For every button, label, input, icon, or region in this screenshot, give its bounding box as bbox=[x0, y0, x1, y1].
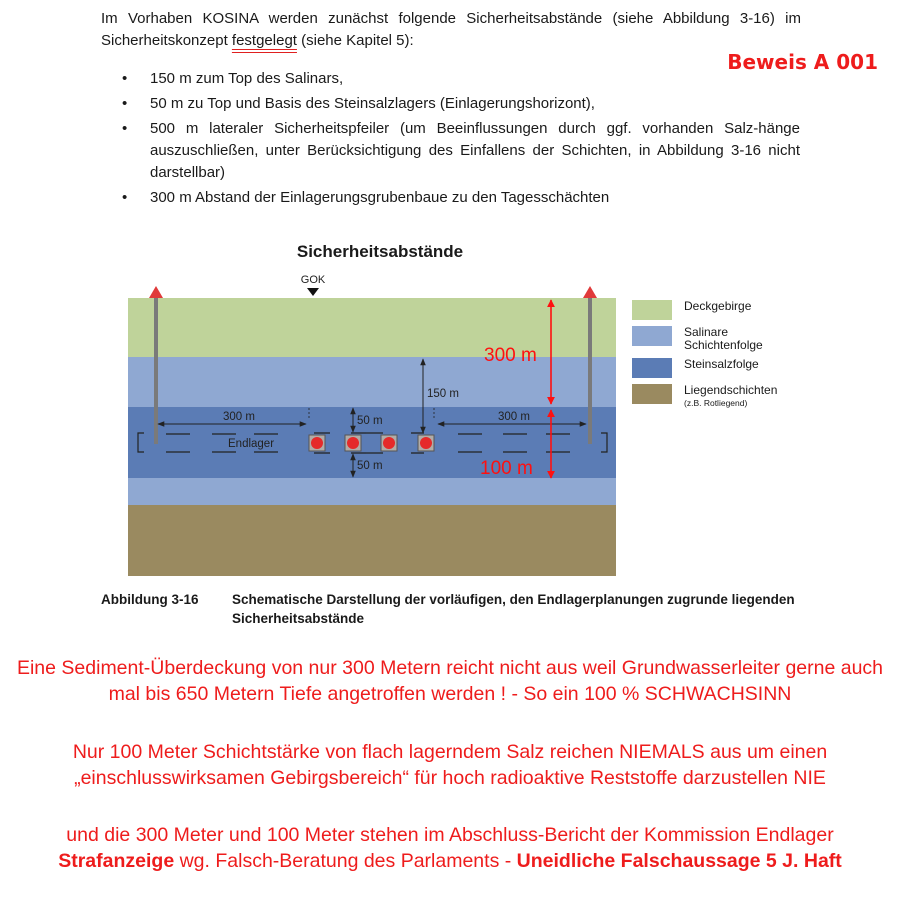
bullet-icon: • bbox=[122, 70, 128, 87]
comment-paragraph-1: Eine Sediment-Überdeckung von nur 300 Metern reicht nicht aus weil Grundwasserleiter gerne auch mal bis 650 Metern Tiefe angetroffen werden ! - So ein 100 % SCHWACHSINN bbox=[16, 657, 884, 705]
dist-150-label: 150 m bbox=[427, 388, 459, 400]
comment-paragraph-3 bbox=[0, 822, 900, 874]
legend-swatch bbox=[632, 326, 672, 346]
false-testimony-text: Uneidliche Falschaussage 5 J. Haft bbox=[516, 850, 842, 872]
legend-item bbox=[632, 358, 777, 378]
bullet-icon: • bbox=[122, 120, 128, 137]
criminal-complaint-text: Strafanzeige bbox=[58, 850, 175, 872]
canister bbox=[418, 435, 434, 451]
legend-label: Salinare Schichtenfolge bbox=[684, 325, 763, 352]
figure-title: Sicherheitsabstände bbox=[296, 242, 464, 261]
bullet-icon: • bbox=[122, 189, 128, 206]
canister bbox=[309, 435, 325, 451]
list-item bbox=[120, 187, 800, 209]
figure-caption bbox=[101, 590, 812, 628]
red-100-label: 100 m bbox=[480, 458, 533, 479]
layer-liegend bbox=[128, 505, 616, 576]
legend-swatch bbox=[632, 300, 672, 320]
comment-line bbox=[0, 848, 900, 874]
legend-label: Liegendschichten bbox=[684, 383, 778, 397]
legend-swatch bbox=[632, 358, 672, 378]
list-item-text: 50 m zu Top und Basis des Steinsalzlagers (Einlagerungshorizont), bbox=[150, 95, 595, 112]
legend-swatch bbox=[632, 384, 672, 404]
evidence-stamp: Beweis A 001 bbox=[727, 50, 878, 74]
list-item-text: 150 m zum Top des Salinars, bbox=[150, 70, 344, 87]
legend-label: Deckgebirge bbox=[684, 299, 752, 313]
legend-sublabel: (z.B. Rotliegend) bbox=[684, 398, 748, 408]
intro-underlined-word: festgelegt bbox=[231, 32, 297, 49]
left-300-label: 300 m bbox=[223, 411, 255, 423]
list-item bbox=[120, 93, 800, 115]
canister bbox=[345, 435, 361, 451]
comment-line: und die 300 Meter und 100 Meter stehen im Abschluss-Bericht der Kommission Endlager bbox=[66, 824, 834, 846]
comment-paragraph-2: Nur 100 Meter Schichtstärke von flach lagerndem Salz reichen NIEMALS aus um einen „einschlusswirksamen Gebirgsbereich“ für hoch radioaktive Reststoffe darzustellen NIE bbox=[72, 741, 828, 789]
list-item-text: 500 m lateraler Sicherheitspfeiler (um Beeinflussungen durch ggf. vorhanden Salz-hänge auszuschließen, unter Berücksichtigung des Einfallens der Schichten, in Abbildung 3-16 nicht darstellbar) bbox=[150, 120, 800, 181]
legend-item bbox=[632, 326, 777, 352]
caption-text: Schematische Darstellung der vorläufigen, den Endlagerplanungen zugrunde liegenden Sicherheitsabstände bbox=[232, 592, 795, 626]
bottom-50-label: 50 m bbox=[357, 460, 383, 472]
list-item bbox=[120, 68, 800, 90]
figure-legend bbox=[632, 300, 777, 416]
legend-item bbox=[632, 384, 777, 410]
legend-item bbox=[632, 300, 777, 320]
gok-triangle-icon bbox=[307, 288, 319, 296]
list-item bbox=[120, 118, 800, 184]
layer-deckgebirge bbox=[128, 298, 616, 357]
intro-paragraph bbox=[101, 8, 801, 52]
endlager-label: Endlager bbox=[228, 438, 275, 450]
intro-text-after: (siehe Kapitel 5): bbox=[296, 32, 414, 49]
shaft-arrow-icon bbox=[149, 286, 163, 298]
legend-label: Steinsalzfolge bbox=[684, 357, 759, 371]
list-item-text: 300 m Abstand der Einlagerungsgrubenbaue zu den Tagesschächten bbox=[150, 189, 610, 206]
gok-label: GOK bbox=[300, 274, 326, 286]
red-300-label: 300 m bbox=[484, 345, 537, 366]
intro-text-before: Im Vorhaben KOSINA werden zunächst folgende Sicherheitsabstände (siehe Abbildung 3-16) im Sicherheitskonzept bbox=[101, 10, 801, 49]
comment-mid-text: wg. Falsch-Beratung des Parlaments - bbox=[174, 850, 517, 872]
bullet-icon: • bbox=[122, 95, 128, 112]
canister bbox=[381, 435, 397, 451]
distance-list bbox=[120, 68, 800, 212]
shaft-arrow-icon bbox=[583, 286, 597, 298]
layer-salinar-upper bbox=[128, 357, 616, 407]
layer-salinar-lower bbox=[128, 478, 616, 505]
right-300-label: 300 m bbox=[498, 411, 530, 423]
top-50-label: 50 m bbox=[357, 415, 383, 427]
caption-label: Abbildung 3-16 bbox=[101, 592, 199, 607]
